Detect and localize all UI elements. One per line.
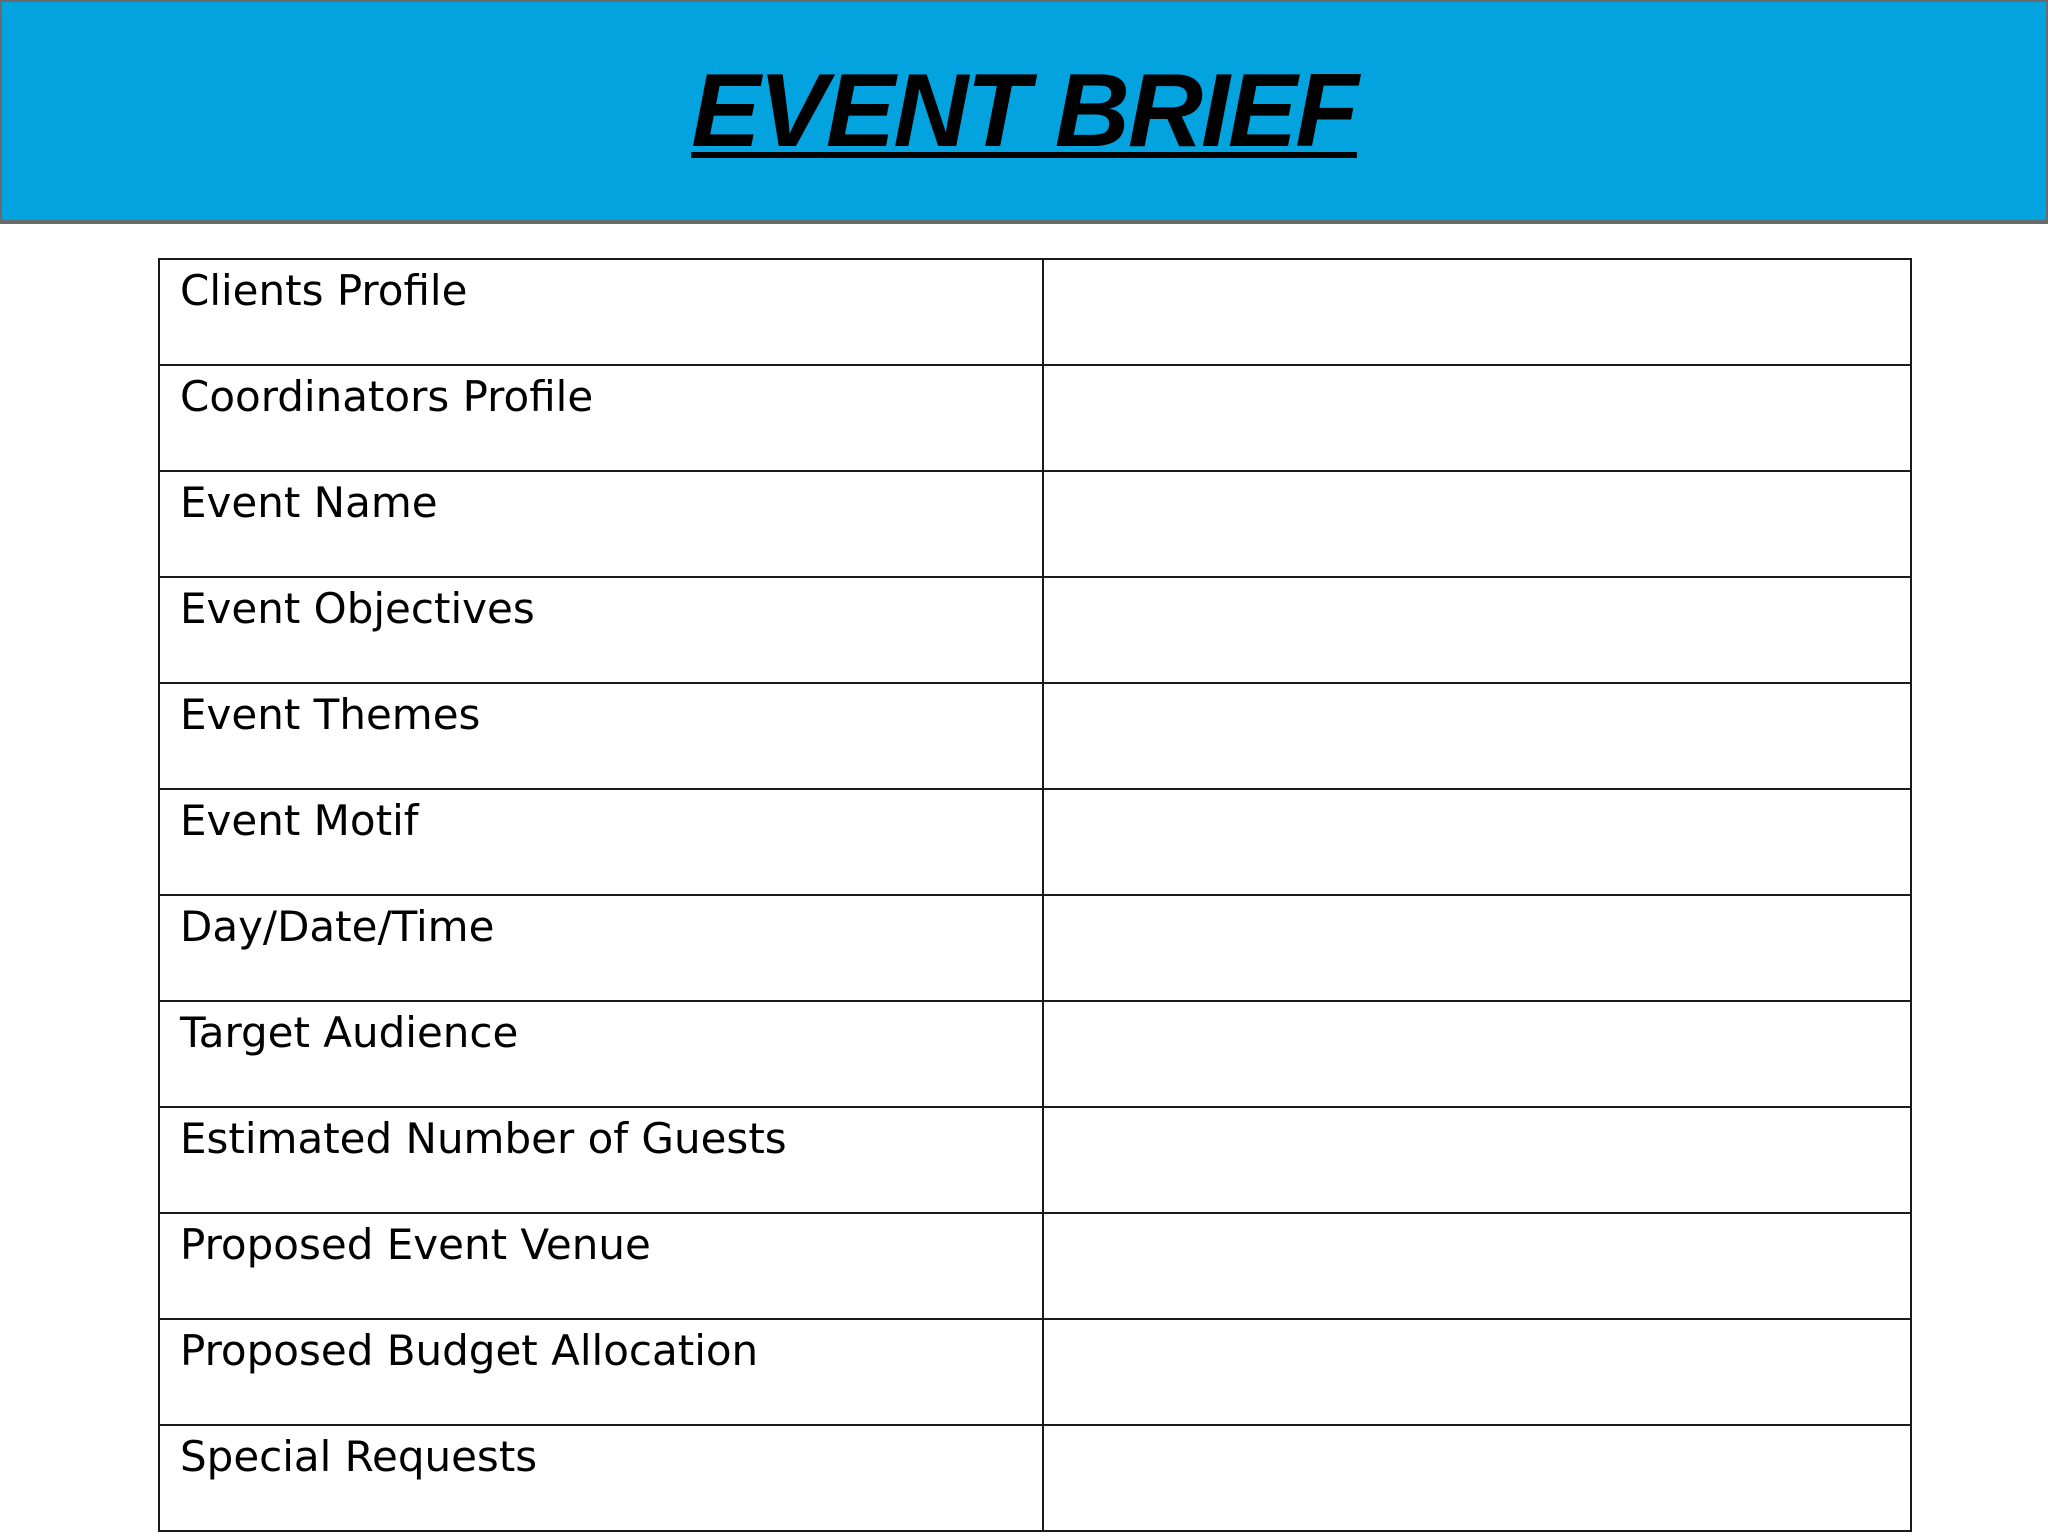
row-label: Target Audience bbox=[159, 1001, 1043, 1107]
title-banner bbox=[0, 0, 2048, 224]
row-value-cell[interactable] bbox=[1043, 365, 1911, 471]
row-value-cell[interactable] bbox=[1043, 1001, 1911, 1107]
row-label: Estimated Number of Guests bbox=[159, 1107, 1043, 1213]
table-row bbox=[159, 471, 1911, 577]
row-label: Clients Profile bbox=[159, 259, 1043, 365]
row-value-cell[interactable] bbox=[1043, 471, 1911, 577]
table-row bbox=[159, 1213, 1911, 1319]
table-row bbox=[159, 577, 1911, 683]
row-value-cell[interactable] bbox=[1043, 895, 1911, 1001]
row-value-cell[interactable] bbox=[1043, 1425, 1911, 1531]
event-brief-table bbox=[158, 258, 1912, 1532]
page-title: EVENT BRIEF bbox=[691, 52, 1357, 169]
row-label: Day/Date/Time bbox=[159, 895, 1043, 1001]
row-value-cell[interactable] bbox=[1043, 259, 1911, 365]
row-label: Event Themes bbox=[159, 683, 1043, 789]
table-row bbox=[159, 1425, 1911, 1531]
row-label: Event Objectives bbox=[159, 577, 1043, 683]
row-label: Coordinators Profile bbox=[159, 365, 1043, 471]
table-row bbox=[159, 365, 1911, 471]
table-row bbox=[159, 895, 1911, 1001]
row-value-cell[interactable] bbox=[1043, 1213, 1911, 1319]
table-row bbox=[159, 789, 1911, 895]
row-label: Event Name bbox=[159, 471, 1043, 577]
row-label: Proposed Event Venue bbox=[159, 1213, 1043, 1319]
event-brief-table-body bbox=[159, 259, 1911, 1531]
row-value-cell[interactable] bbox=[1043, 577, 1911, 683]
table-row bbox=[159, 1107, 1911, 1213]
row-value-cell[interactable] bbox=[1043, 683, 1911, 789]
table-row bbox=[159, 259, 1911, 365]
table-row bbox=[159, 683, 1911, 789]
row-label: Proposed Budget Allocation bbox=[159, 1319, 1043, 1425]
table-row bbox=[159, 1319, 1911, 1425]
table-row bbox=[159, 1001, 1911, 1107]
row-label: Event Motif bbox=[159, 789, 1043, 895]
row-label: Special Requests bbox=[159, 1425, 1043, 1531]
row-value-cell[interactable] bbox=[1043, 1319, 1911, 1425]
row-value-cell[interactable] bbox=[1043, 1107, 1911, 1213]
row-value-cell[interactable] bbox=[1043, 789, 1911, 895]
